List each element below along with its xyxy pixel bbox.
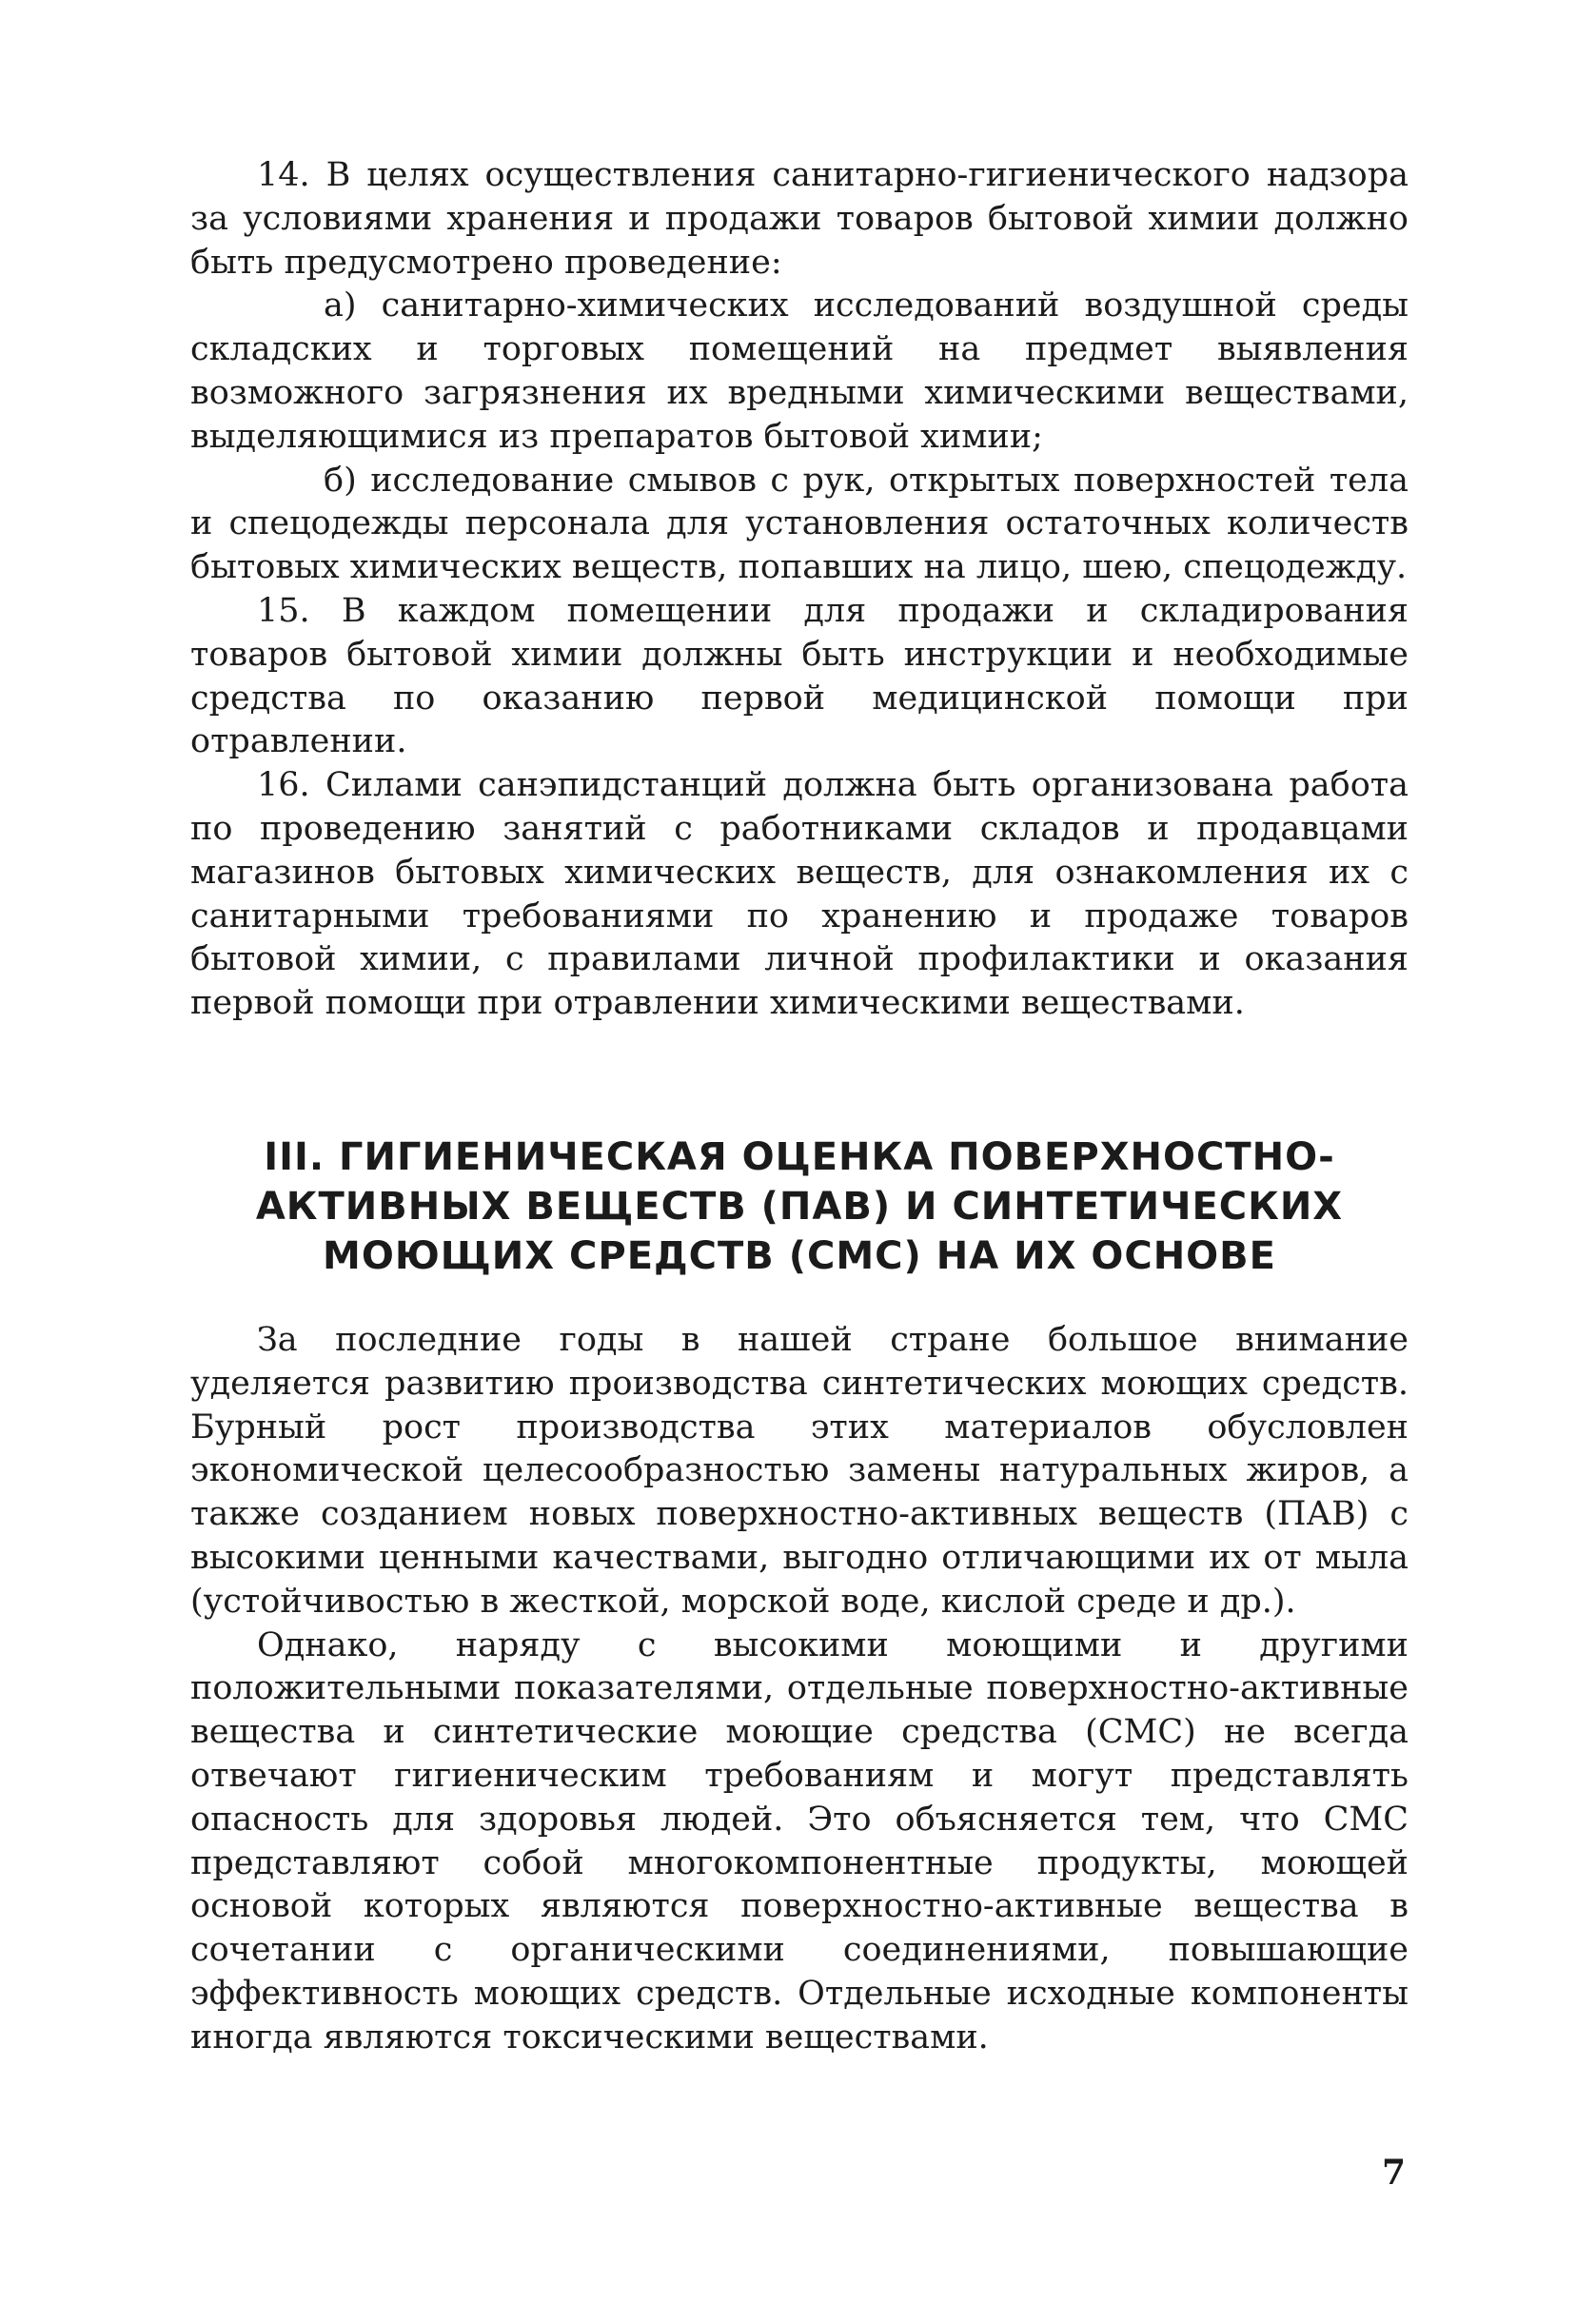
text-block-top — [190, 154, 1409, 1026]
paragraph-16: 16. Силами санэпидстанций должна быть организована работа по проведению занятий с работниками складов и продавцами магазинов бытовых химических веществ, для ознакомления их с санитарными требованиями по хранению и продаже товаров бытовой химии, с правилами личной профилактики и оказания первой помощи при отравлении химическими веществами. — [190, 766, 1409, 1023]
section-heading — [209, 1132, 1389, 1281]
page-number: 7 — [1382, 2153, 1407, 2193]
text-block-bottom — [190, 1319, 1409, 2060]
paragraph-15: 15. В каждом помещении для продажи и складирования товаров бытовой химии должны быть инструкции и необходимые средства по оказанию первой медицинской помощи при отравлении. — [190, 591, 1409, 761]
section-heading-line-2: АКТИВНЫХ ВЕЩЕСТВ (ПАВ) И СИНТЕТИЧЕСКИХ — [255, 1185, 1344, 1229]
section-heading-line-3: МОЮЩИХ СРЕДСТВ (СМС) НА ИХ ОСНОВЕ — [323, 1234, 1276, 1278]
paragraph-intro: За последние годы в нашей стране большое внимание уделяется развитию производства синтетических моющих средств. Бурный рост производства этих материалов обусловлен экономической целесообразностью замены натуральных жиров, а также созданием новых поверхностно-активных веществ (ПАВ) с высокими ценными качествами, выгодно отличающими их от мыла (устойчивостью в жесткой, морской воде, кислой среде и др.). — [190, 1321, 1409, 1621]
paragraph-14b: б) исследование смывов с рук, открытых поверхностей тела и спецодежды персонала для установления остаточных количеств бытовых химических веществ, попавших на лицо, шею, спецодежду. — [190, 461, 1409, 587]
paragraph-however: Однако, наряду с высокими моющими и другими положительными показателями, отдельные поверхностно-активные вещества и синтетические моющие средства (СМС) не всегда отвечают гигиеническим требованиям и могут представлять опасность для здоровья людей. Это объясняется тем, что СМС представляют собой многокомпонентные продукты, моющей основой которых являются поверхностно-активные вещества в сочетании с органическими соединениями, повышающие эффективность моющих средств. Отдельные исходные компоненты иногда являются токсическими веществами. — [190, 1625, 1409, 2057]
paragraph-14: 14. В целях осуществления санитарно-гигиенического надзора за условиями хранения и продажи товаров бытовой химии должно быть предусмотрено проведение: — [190, 156, 1409, 282]
section-heading-line-1: III. ГИГИЕНИЧЕСКАЯ ОЦЕНКА ПОВЕРХНОСТНО- — [264, 1135, 1335, 1179]
paragraph-14a: а) санитарно-химических исследований воздушной среды складских и торговых помещений на предмет выявления возможного загрязнения их вредными химическими веществами, выделяющимися из препаратов бытовой химии; — [190, 286, 1409, 456]
